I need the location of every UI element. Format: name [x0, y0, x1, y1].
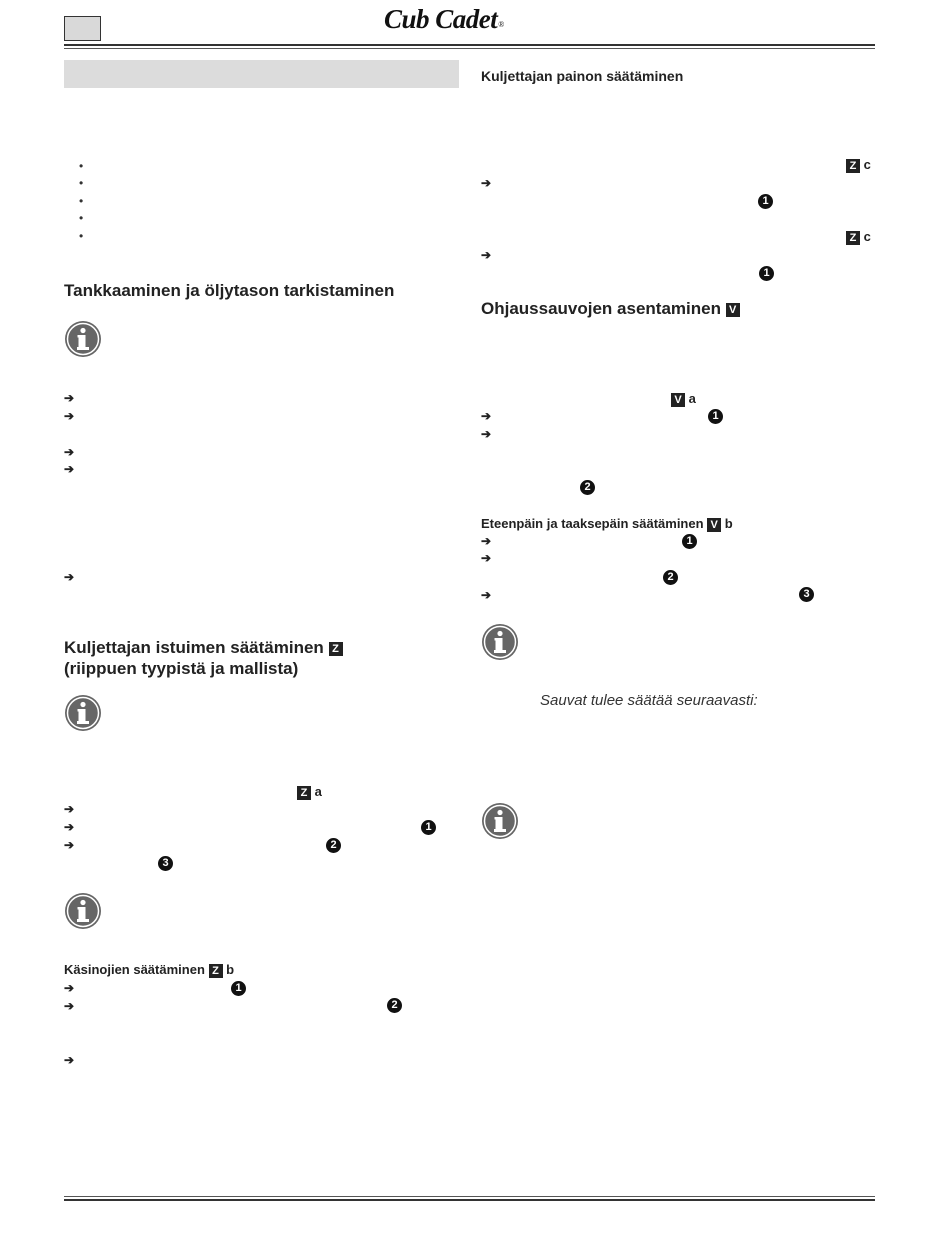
figure-ref-z-c — [846, 157, 871, 173]
info-icon — [64, 892, 102, 930]
bullet-icon: • — [79, 159, 84, 173]
figure-sublabel: b — [724, 516, 733, 531]
callout-number: 1 — [421, 820, 436, 835]
figure-ref-v-a — [671, 391, 696, 407]
header-rule — [64, 44, 875, 46]
arrow-icon: ➔ — [64, 820, 75, 834]
figure-ref-z: Z — [329, 642, 343, 656]
heading-fuel: Tankkaaminen ja öljytason tarkistaminen — [64, 281, 395, 300]
heading-forward — [481, 516, 733, 532]
info-icon — [481, 802, 519, 840]
heading-levers-text: Ohjaussauvojen asentaminen — [481, 299, 721, 318]
callout-number: 3 — [158, 856, 173, 871]
bullet-icon: • — [79, 176, 84, 190]
arrow-icon: ➔ — [481, 427, 492, 441]
footer-rule-thin — [64, 1196, 875, 1197]
figure-ref-z-a — [297, 784, 322, 800]
heading-armrest — [64, 962, 234, 978]
arrow-icon: ➔ — [64, 838, 75, 852]
arrow-icon: ➔ — [64, 999, 75, 1013]
figure-sublabel: c — [863, 157, 871, 172]
arrow-icon: ➔ — [64, 570, 75, 584]
info-icon — [64, 694, 102, 732]
bullet-icon: • — [79, 211, 84, 225]
arrow-icon: ➔ — [64, 445, 75, 459]
section-title-bar — [64, 60, 459, 88]
logo-registered-mark: ® — [498, 20, 504, 29]
brand-logo — [384, 4, 504, 35]
arrow-icon: ➔ — [481, 176, 492, 190]
heading-weight: Kuljettajan painon säätäminen — [481, 68, 684, 84]
callout-number: 1 — [231, 981, 246, 996]
bullet-icon: • — [79, 194, 84, 208]
italic-note: Sauvat tulee säätää seuraavasti: — [540, 692, 758, 709]
figure-sublabel: c — [863, 229, 871, 244]
callout-number: 1 — [759, 266, 774, 281]
arrow-icon: ➔ — [64, 409, 75, 423]
arrow-icon: ➔ — [481, 248, 492, 262]
arrow-icon: ➔ — [64, 981, 75, 995]
callout-number: 1 — [708, 409, 723, 424]
footer-rule — [64, 1199, 875, 1201]
heading-armrest-text: Käsinojien säätäminen — [64, 962, 205, 977]
logo-text: Cub Cadet — [384, 4, 498, 34]
figure-badge: Z — [297, 786, 311, 800]
figure-badge: Z — [209, 964, 223, 978]
arrow-icon: ➔ — [481, 409, 492, 423]
callout-number: 2 — [580, 480, 595, 495]
heading-seat — [64, 638, 343, 658]
info-icon — [64, 320, 102, 358]
heading-levers — [481, 299, 740, 319]
bullet-icon: • — [79, 229, 84, 243]
callout-number: 2 — [387, 998, 402, 1013]
figure-sublabel: b — [226, 962, 235, 977]
figure-badge: Z — [846, 159, 860, 173]
callout-number: 3 — [799, 587, 814, 602]
callout-number: 2 — [663, 570, 678, 585]
info-icon — [481, 623, 519, 661]
heading-seat-line2: (riippuen tyypistä ja mallista) — [64, 659, 299, 678]
arrow-icon: ➔ — [64, 391, 75, 405]
figure-sublabel: a — [688, 391, 696, 406]
figure-ref-v: V — [726, 303, 740, 317]
arrow-icon: ➔ — [64, 1053, 75, 1067]
callout-number: 1 — [682, 534, 697, 549]
figure-ref-z-c — [846, 229, 871, 245]
arrow-icon: ➔ — [481, 551, 492, 565]
heading-seat-line1: Kuljettajan istuimen säätäminen — [64, 638, 324, 657]
header-rule-thin — [64, 48, 875, 49]
callout-number: 2 — [326, 838, 341, 853]
arrow-icon: ➔ — [64, 462, 75, 476]
arrow-icon: ➔ — [481, 534, 492, 548]
figure-badge: V — [671, 393, 685, 407]
heading-forward-text: Eteenpäin ja taaksepäin säätäminen — [481, 516, 704, 531]
figure-badge: Z — [846, 231, 860, 245]
arrow-icon: ➔ — [64, 802, 75, 816]
page-number-box — [64, 16, 101, 41]
arrow-icon: ➔ — [481, 588, 492, 602]
callout-number: 1 — [758, 194, 773, 209]
figure-sublabel: a — [314, 784, 322, 799]
figure-badge: V — [707, 518, 721, 532]
